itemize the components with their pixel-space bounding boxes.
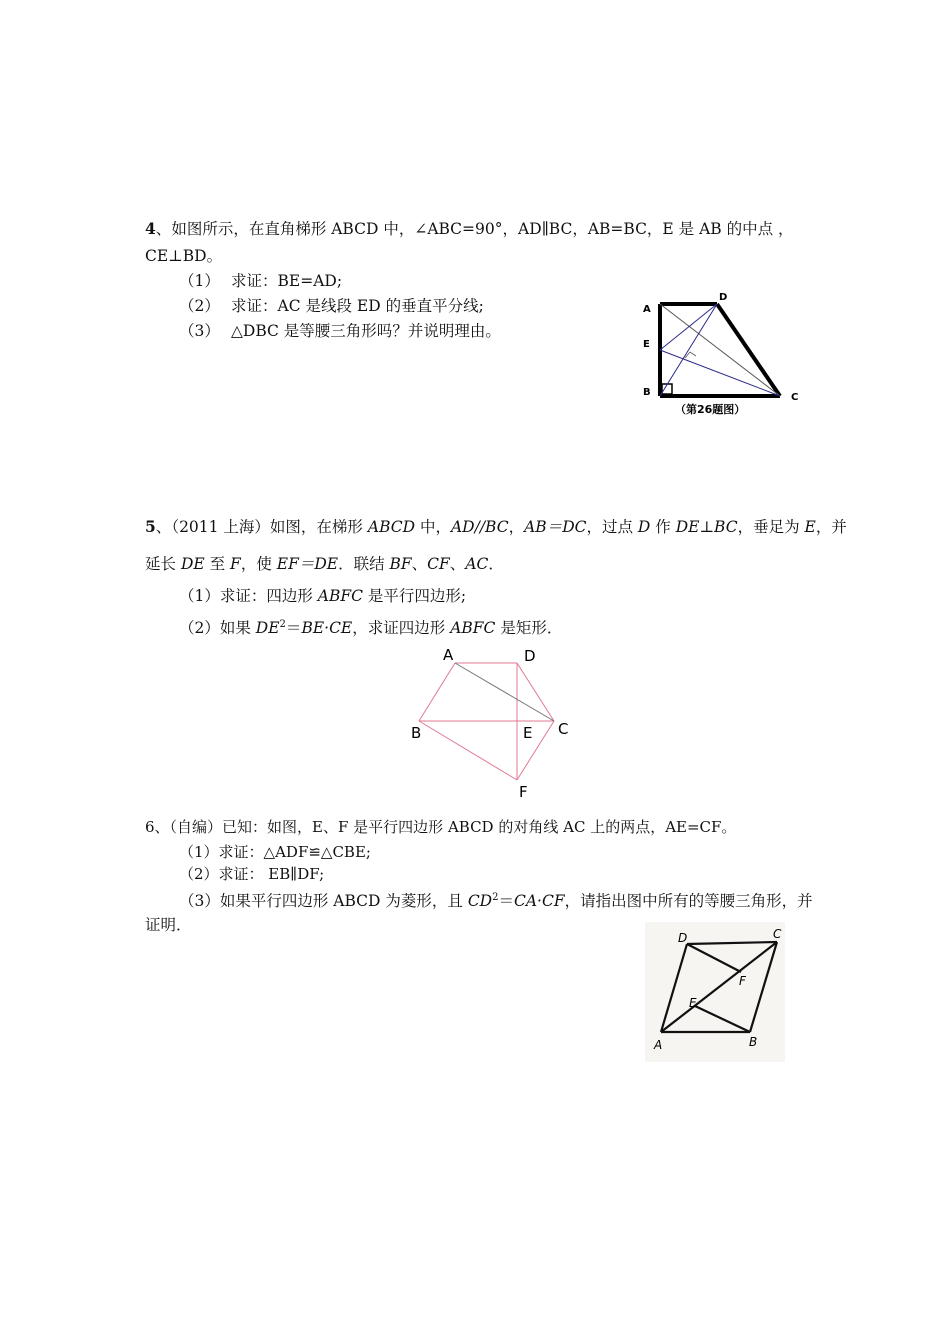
q5-text: ，使 [240,555,277,573]
q6-subquestion-2: （2）求证： EB∥DF; [179,865,325,883]
q4-label-B: B [643,387,651,398]
q5-text: 作 [650,518,676,536]
q4-number: 4 [145,219,156,238]
q6-label-E: E [689,996,697,1010]
q5-superscript: 2 [279,619,286,630]
q4-figure-caption: （第26题图） [675,403,746,416]
q4-figure [635,290,815,425]
q5-text: （2011 上海）如图，在梯形 [171,518,368,536]
q4-subquestion-3 [179,320,501,342]
q5-segment-AC [455,663,554,721]
q5-math: ABCD [367,518,416,536]
q5-label-B: B [411,724,422,742]
q5-math: F [230,555,241,573]
q6-text: （3）如果平行四边形 ABCD 为菱形，且 [179,892,468,911]
q6-subquestion-3-cont: 证明． [145,916,192,934]
q5-edge-AB [419,663,455,721]
q4-label-E: E [643,339,650,350]
q5-math: E [804,518,816,536]
q5-line2 [145,553,504,575]
q4-line2: CE⊥BD。 [145,247,223,265]
q5-math: ABFC [450,619,496,638]
q5-math: AC [465,555,489,573]
q5-text: 至 [204,555,231,573]
q4-edge-DC [717,304,780,396]
q6-superscript: 2 [492,892,499,903]
q4-label-A: A [643,304,651,315]
q5-label-C: C [558,720,569,738]
q5-text: 、 [411,555,428,573]
q6-math: CA·CF [514,892,565,911]
q5-label-A: A [443,646,454,664]
q4-diagonal-AC [660,304,780,396]
q5-number: 5 [145,517,156,536]
q5-label-E: E [523,724,533,742]
q6-label-A: A [654,1038,663,1052]
q4-sub-text: 求证：AC 是线段 ED 的垂直平分线; [231,297,484,315]
q5-math: EF＝DE [276,555,339,573]
q5-label-F: F [519,783,528,801]
q5-math: DE [255,619,280,638]
q5-subquestion-1 [179,585,466,607]
q6-line1: 6、（自编）已知：如图，E、F 是平行四边形 ABCD 的对角线 AC 上的两点，AE=CF。 [145,818,737,836]
q4-diagonal-BD [660,304,717,396]
q6-figure [645,922,785,1062]
q5-math: AB＝DC [524,518,587,536]
q4-sub-index: （1） [179,272,220,290]
q5-text: （2）如果 [179,619,256,638]
q4-number-sep: 、 [155,220,172,238]
q5-math: BF [389,555,412,573]
q4-statement-line1: 如图所示，在直角梯形 ABCD 中，∠ABC=90°，AD∥BC，AB=BC，E 是 AB 的中点 ， [171,220,794,238]
q5-text: ＝ [285,619,302,638]
q5-text: 中， [415,518,451,536]
q4-sub-text: 求证：BE=AD; [231,272,343,290]
q6-text: ，请指出图中所有的等腰三角形，并 [564,892,813,911]
q5-math: ABFC [317,587,363,605]
q4-subquestion-2 [179,295,484,317]
q6-label-F: F [739,974,746,988]
q5-text: ，求证四边形 [352,619,451,638]
q5-text: 、 [449,555,466,573]
q5-edge-DC [517,663,554,721]
q5-math: DE⊥BC [675,518,738,536]
q4-subquestion-1 [179,270,342,292]
q6-subquestion-1: （1）求证：△ADF≌△CBE; [179,843,371,861]
q4-label-C: C [791,392,799,403]
q5-subquestion-2 [179,614,562,639]
q5-line1 [145,516,847,538]
q4-label-D: D [719,292,728,303]
q5-text: 是矩形． [495,619,563,638]
q6-subquestion-3 [179,887,813,912]
q5-figure [405,640,585,805]
q4-sub-text: △DBC 是等腰三角形吗？并说明理由。 [231,322,501,340]
q5-math: D [637,518,651,536]
q4-sub-index: （2） [179,297,220,315]
q5-text: ， [508,518,525,536]
q5-segment-BF [419,721,517,780]
q5-text: ． [488,555,504,573]
q5-math: CF [427,555,450,573]
q5-math: AD//BC [450,518,509,536]
q6-label-C: C [773,927,782,941]
q5-text: （1）求证：四边形 [179,587,318,605]
q4-line1 [145,218,794,240]
q5-text: 是平行四边形; [363,587,467,605]
q5-text: ．联结 [338,555,390,573]
q5-text: ，垂足为 [737,518,805,536]
q6-math: CD [467,892,493,911]
q5-math: DE [180,555,205,573]
q6-label-D: D [678,931,688,945]
q5-label-D: D [524,647,536,665]
q6-text: ＝ [498,892,514,911]
q6-label-B: B [749,1035,758,1049]
q4-sub-index: （3） [179,322,220,340]
q5-math: BE·CE [301,619,353,638]
q5-text: ，过点 [586,518,638,536]
q5-text: 延长 [145,555,181,573]
q5-number-sep: 、 [155,518,172,536]
q5-text: ，并 [815,518,847,536]
